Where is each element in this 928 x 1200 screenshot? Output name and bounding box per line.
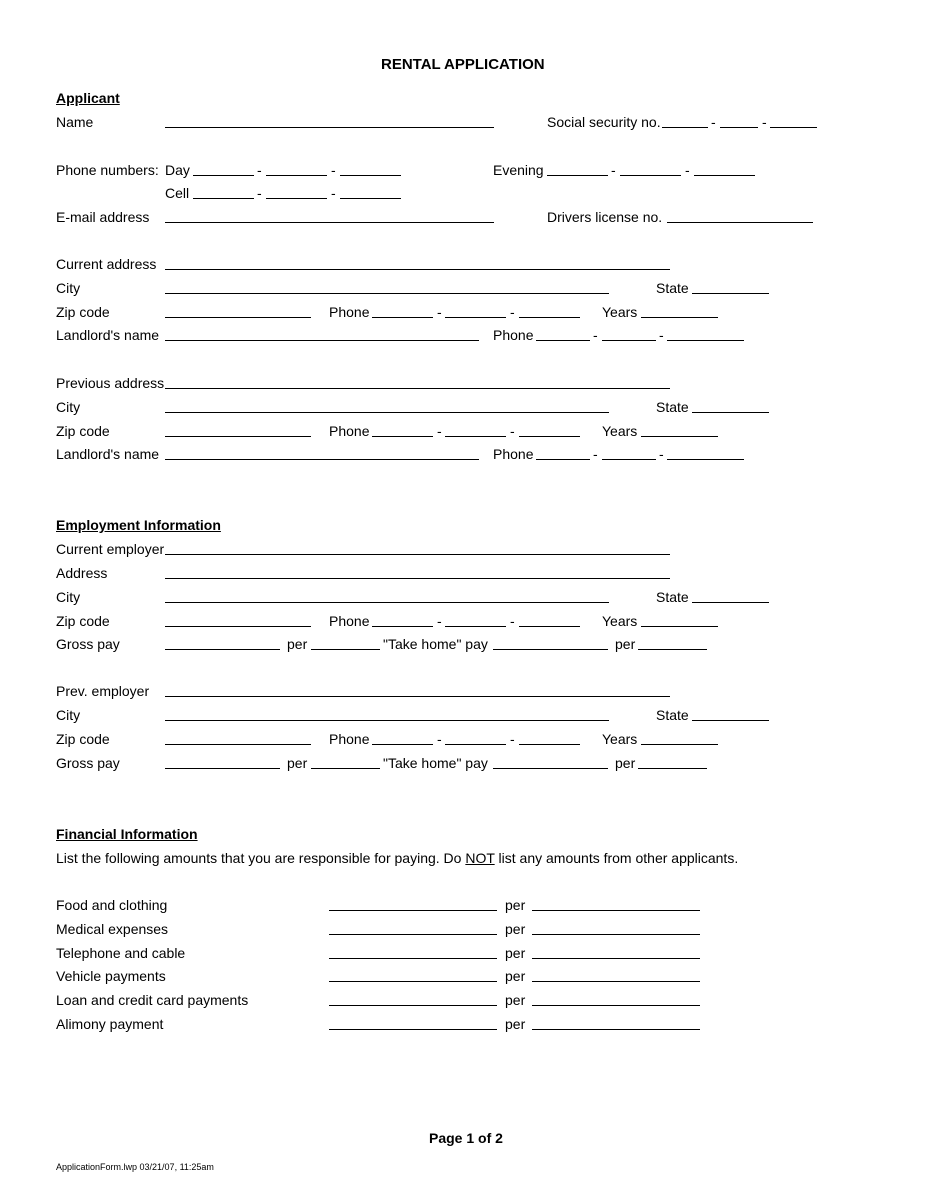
previous-phone-field-2[interactable] [445, 436, 506, 437]
employer-phone-field-3[interactable] [519, 626, 580, 627]
previous-address-label: Previous address [56, 375, 165, 391]
previous-phone-field-3[interactable] [519, 436, 580, 437]
day-label: Day [165, 162, 190, 178]
footer-text: ApplicationForm.lwp 03/21/07, 11:25am [56, 1162, 214, 1172]
form-title: RENTAL APPLICATION [381, 56, 545, 73]
financial-heading: Financial Information [56, 826, 198, 842]
current-address-label: Current address [56, 256, 157, 272]
per-label: per [615, 636, 636, 652]
prev-employer-field[interactable] [165, 696, 670, 697]
prev-employer-phone-field-1[interactable] [372, 744, 433, 745]
current-employer-label: Current employer [56, 541, 165, 557]
prev-landlord-phone-field-3[interactable] [667, 459, 744, 460]
dash: - [685, 162, 690, 178]
name-field[interactable] [165, 127, 494, 128]
expense-amount-field[interactable] [329, 910, 497, 911]
dash: - [611, 162, 616, 178]
expense-amount-field[interactable] [329, 1005, 497, 1006]
phone-label: Phone [493, 446, 534, 462]
prev-employer-phone-field-3[interactable] [519, 744, 580, 745]
day-phone-field-2[interactable] [266, 175, 327, 176]
per-label: per [505, 921, 526, 937]
email-label: E-mail address [56, 209, 150, 225]
dash: - [437, 423, 442, 439]
state-label: State [656, 399, 689, 415]
phone-label: Phone [329, 731, 370, 747]
years-label: Years [602, 423, 638, 439]
current-phone-field-3[interactable] [519, 317, 580, 318]
city-label: City [56, 280, 81, 296]
take-home-label: "Take home" pay [383, 636, 488, 652]
employer-zip-field[interactable] [165, 626, 311, 627]
day-phone-field-3[interactable] [340, 175, 401, 176]
phone-label: Phone [329, 304, 370, 320]
current-address-field[interactable] [165, 269, 670, 270]
ssn-field-2[interactable] [720, 127, 758, 128]
prev-employer-zip-field[interactable] [165, 744, 311, 745]
years-label: Years [602, 731, 638, 747]
per-label: per [505, 1016, 526, 1032]
prev-employer-state-field[interactable] [692, 720, 769, 721]
previous-years-field[interactable] [641, 436, 718, 437]
prev-employer-label: Prev. employer [56, 683, 150, 699]
current-landlord-field[interactable] [165, 340, 479, 341]
employer-phone-field-2[interactable] [445, 626, 506, 627]
prev-employer-phone-field-2[interactable] [445, 744, 506, 745]
employment-heading: Employment Information [56, 517, 221, 533]
gross-pay-label: Gross pay [56, 755, 120, 771]
dash: - [659, 446, 664, 462]
phone-numbers-label: Phone numbers: [56, 162, 159, 178]
evening-phone-field-3[interactable] [694, 175, 755, 176]
dash: - [593, 327, 598, 343]
previous-city-field[interactable] [165, 412, 609, 413]
expense-label: Food and clothing [56, 897, 168, 913]
prev-employer-city-field[interactable] [165, 720, 609, 721]
dash: - [510, 423, 515, 439]
expense-period-field[interactable] [532, 981, 700, 982]
years-label: Years [602, 613, 638, 629]
current-city-field[interactable] [165, 293, 609, 294]
prev-take-home-period-field[interactable] [638, 768, 707, 769]
dash: - [437, 304, 442, 320]
ssn-label: Social security no. [547, 114, 661, 130]
instructions-not: NOT [465, 850, 495, 866]
day-phone-field-1[interactable] [193, 175, 254, 176]
zip-label: Zip code [56, 304, 110, 320]
employer-address-label: Address [56, 565, 108, 581]
email-field[interactable] [165, 222, 494, 223]
zip-label: Zip code [56, 423, 110, 439]
current-years-field[interactable] [641, 317, 718, 318]
expense-amount-field[interactable] [329, 934, 497, 935]
landlord-label: Landlord's name [56, 446, 160, 462]
dash: - [331, 185, 336, 201]
state-label: State [656, 280, 689, 296]
previous-landlord-field[interactable] [165, 459, 479, 460]
previous-zip-field[interactable] [165, 436, 311, 437]
applicant-heading: Applicant [56, 90, 120, 106]
evening-phone-field-1[interactable] [547, 175, 608, 176]
expense-label: Vehicle payments [56, 968, 166, 984]
per-label: per [505, 968, 526, 984]
prev-employer-years-field[interactable] [641, 744, 718, 745]
per-label: per [505, 992, 526, 1008]
page-number: Page 1 of 2 [429, 1130, 503, 1146]
ssn-field-1[interactable] [662, 127, 708, 128]
per-label: per [505, 945, 526, 961]
dash: - [331, 162, 336, 178]
dash: - [437, 613, 442, 629]
gross-pay-period-field[interactable] [311, 649, 380, 650]
landlord-phone-field-3[interactable] [667, 340, 744, 341]
current-employer-field[interactable] [165, 554, 670, 555]
financial-instructions [56, 851, 738, 865]
evening-label: Evening [493, 162, 544, 178]
landlord-phone-field-2[interactable] [602, 340, 656, 341]
expense-label: Loan and credit card payments [56, 992, 249, 1008]
dash: - [257, 162, 262, 178]
take-home-label: "Take home" pay [383, 755, 488, 771]
prev-gross-pay-period-field[interactable] [311, 768, 380, 769]
previous-phone-field-1[interactable] [372, 436, 433, 437]
take-home-field[interactable] [493, 649, 608, 650]
dash: - [437, 731, 442, 747]
dash: - [711, 114, 716, 130]
dash: - [762, 114, 767, 130]
prev-take-home-field[interactable] [493, 768, 608, 769]
current-phone-field-2[interactable] [445, 317, 506, 318]
dash: - [257, 185, 262, 201]
state-label: State [656, 589, 689, 605]
dash: - [593, 446, 598, 462]
current-phone-field-1[interactable] [372, 317, 433, 318]
dash: - [659, 327, 664, 343]
expense-period-field[interactable] [532, 1029, 700, 1030]
expense-period-field[interactable] [532, 934, 700, 935]
expense-label: Medical expenses [56, 921, 169, 937]
expense-amount-field[interactable] [329, 1029, 497, 1030]
expense-label: Telephone and cable [56, 945, 186, 961]
expense-period-field[interactable] [532, 958, 700, 959]
employer-state-field[interactable] [692, 602, 769, 603]
cell-phone-field-1[interactable] [193, 198, 254, 199]
gross-pay-field[interactable] [165, 649, 280, 650]
drivers-license-field[interactable] [667, 222, 813, 223]
per-label: per [615, 755, 636, 771]
employer-years-field[interactable] [641, 626, 718, 627]
employer-phone-field-1[interactable] [372, 626, 433, 627]
drivers-license-label: Drivers license no. [547, 209, 663, 225]
cell-phone-field-3[interactable] [340, 198, 401, 199]
expense-amount-field[interactable] [329, 958, 497, 959]
zip-label: Zip code [56, 731, 110, 747]
previous-address-field[interactable] [165, 388, 670, 389]
name-label: Name [56, 114, 94, 130]
prev-gross-pay-field[interactable] [165, 768, 280, 769]
prev-landlord-phone-field-1[interactable] [536, 459, 590, 460]
dash: - [510, 731, 515, 747]
per-label: per [287, 755, 308, 771]
phone-label: Phone [329, 423, 370, 439]
expense-period-field[interactable] [532, 1005, 700, 1006]
city-label: City [56, 707, 81, 723]
take-home-period-field[interactable] [638, 649, 707, 650]
landlord-phone-field-1[interactable] [536, 340, 590, 341]
gross-pay-label: Gross pay [56, 636, 120, 652]
instructions-text: list any amounts from other applicants. [498, 850, 739, 866]
state-label: State [656, 707, 689, 723]
employer-city-field[interactable] [165, 602, 609, 603]
ssn-field-3[interactable] [770, 127, 817, 128]
per-label: per [287, 636, 308, 652]
employer-address-field[interactable] [165, 578, 670, 579]
dash: - [510, 304, 515, 320]
dash: - [510, 613, 515, 629]
current-zip-field[interactable] [165, 317, 311, 318]
city-label: City [56, 399, 81, 415]
expense-amount-field[interactable] [329, 981, 497, 982]
city-label: City [56, 589, 81, 605]
phone-label: Phone [329, 613, 370, 629]
years-label: Years [602, 304, 638, 320]
expense-label: Alimony payment [56, 1016, 164, 1032]
phone-label: Phone [493, 327, 534, 343]
current-state-field[interactable] [692, 293, 769, 294]
prev-landlord-phone-field-2[interactable] [602, 459, 656, 460]
evening-phone-field-2[interactable] [620, 175, 681, 176]
instructions-text: List the following amounts that you are responsible for paying. Do [56, 850, 462, 866]
per-label: per [505, 897, 526, 913]
previous-state-field[interactable] [692, 412, 769, 413]
expense-period-field[interactable] [532, 910, 700, 911]
zip-label: Zip code [56, 613, 110, 629]
cell-label: Cell [165, 185, 190, 201]
landlord-label: Landlord's name [56, 327, 160, 343]
cell-phone-field-2[interactable] [266, 198, 327, 199]
